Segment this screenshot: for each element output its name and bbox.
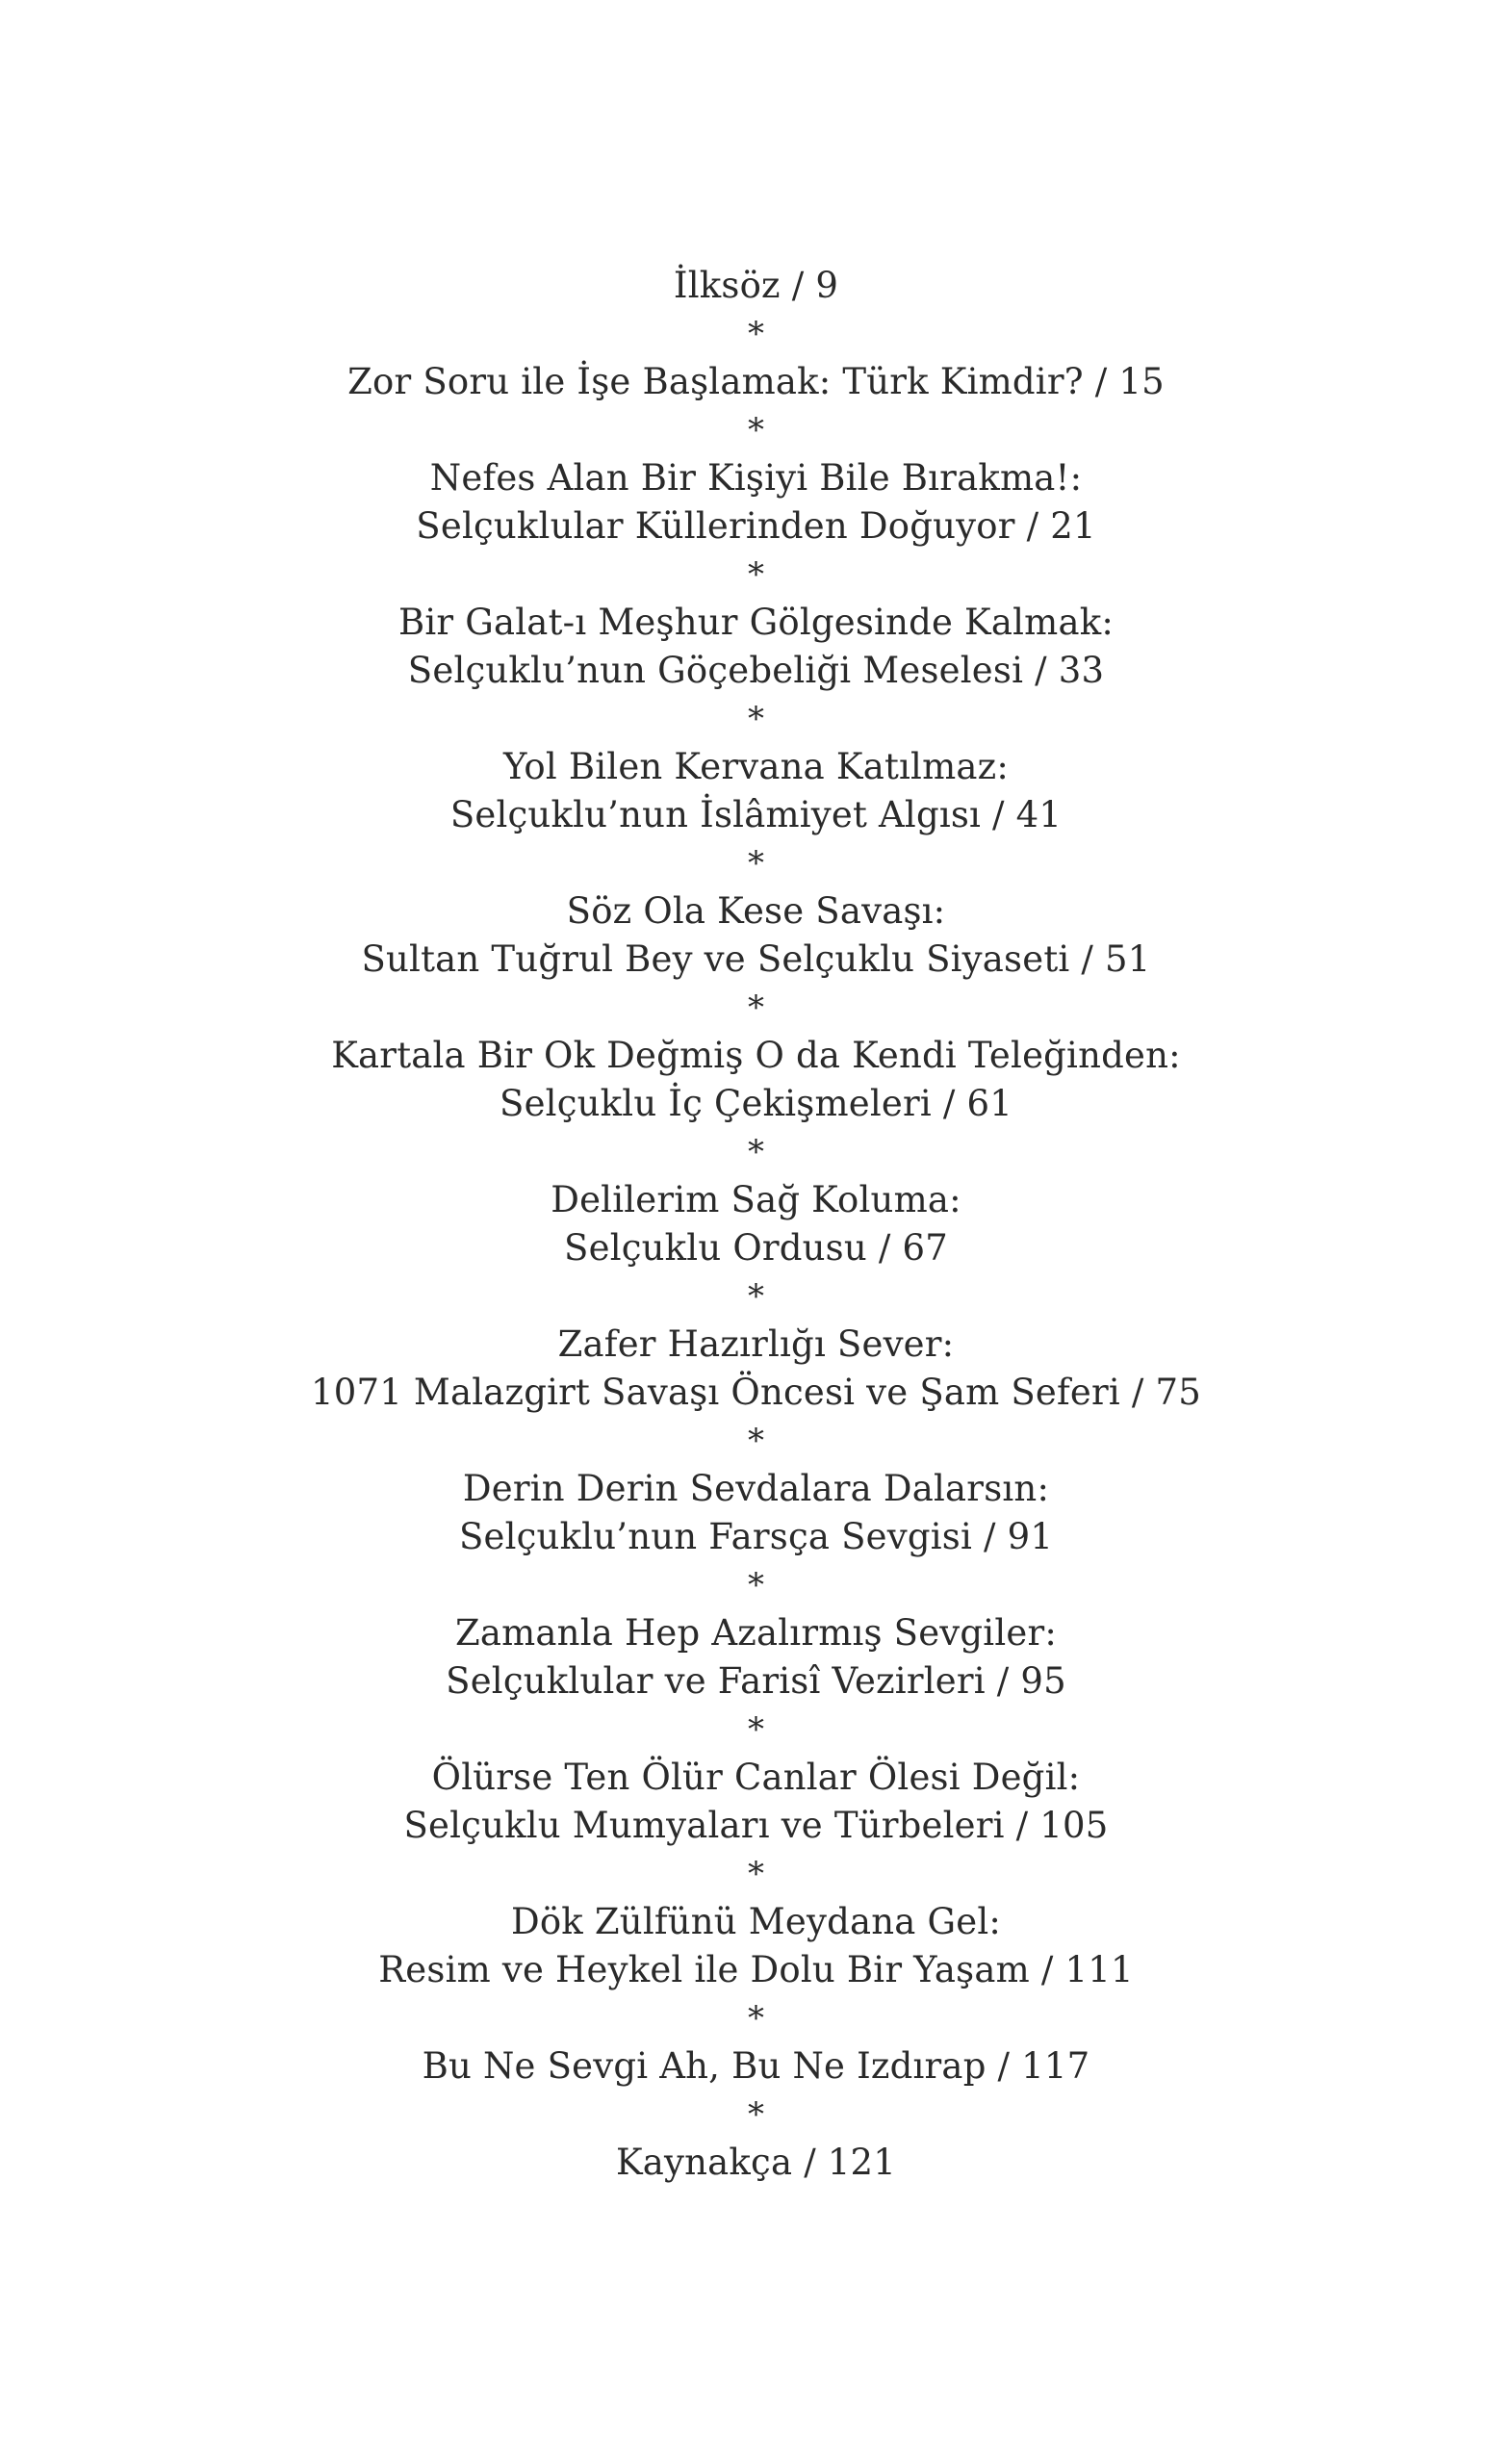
toc-entry — [0, 1609, 1512, 1706]
entry-separator: * — [748, 1422, 764, 1460]
toc-entry-title: Nefes Alan Bir Kişiyi Bile Bırakma!: — [429, 457, 1083, 499]
toc-entry-subtitle: Selçuklu’nun Göçebeliği Meselesi / 33 — [407, 650, 1105, 691]
toc-entry — [0, 1321, 1512, 1417]
toc-entry-title: Dök Zülfünü Meydana Gel: — [510, 1901, 1002, 1942]
toc-entry-line: İlksöz / 9 — [673, 265, 839, 306]
toc-entry-subtitle: Selçuklu’nun Farsça Sevgisi / 91 — [458, 1516, 1054, 1557]
entry-separator: * — [748, 1277, 764, 1316]
table-of-contents — [0, 262, 1512, 2187]
toc-entry-title: Ölürse Ten Ölür Canlar Ölesi Değil: — [431, 1757, 1081, 1798]
toc-entry-subtitle: 1071 Malazgirt Savaşı Öncesi ve Şam Seferi / 75 — [310, 1372, 1202, 1413]
toc-entry-subtitle: Selçuklu Mumyaları ve Türbeleri / 105 — [403, 1805, 1109, 1846]
entry-separator: * — [748, 1710, 764, 1749]
toc-entry — [0, 454, 1512, 551]
toc-entry-bibliography — [0, 2139, 1512, 2187]
toc-entry-title: Söz Ola Kese Savaşı: — [566, 890, 946, 932]
toc-entry-subtitle: Sultan Tuğrul Bey ve Selçuklu Siyaseti / 51 — [361, 938, 1151, 980]
toc-entry-title: Derin Derin Sevdalara Dalarsın: — [462, 1468, 1050, 1509]
toc-entry-foreword — [0, 262, 1512, 310]
toc-entry-title: Yol Bilen Kervana Katılmaz: — [502, 746, 1009, 787]
entry-separator: * — [748, 1999, 764, 2038]
toc-entry-title: Zamanla Hep Azalırmış Sevgiler: — [454, 1612, 1058, 1654]
toc-entry-subtitle: Selçuklu Ordusu / 67 — [564, 1227, 948, 1269]
toc-entry — [0, 1465, 1512, 1561]
toc-entry-line: Bu Ne Sevgi Ah, Bu Ne Izdırap / 117 — [422, 2045, 1090, 2087]
toc-entry-line: Kaynakça / 121 — [615, 2142, 897, 2183]
entry-separator: * — [748, 555, 764, 594]
toc-entry — [0, 1176, 1512, 1272]
entry-separator: * — [748, 1855, 764, 1893]
toc-entry-subtitle: Selçuklular ve Farisî Vezirleri / 95 — [446, 1660, 1066, 1702]
toc-entry-title: Bir Galat-ı Meşhur Gölgesinde Kalmak: — [397, 602, 1115, 643]
toc-entry — [0, 599, 1512, 695]
toc-entry-line: Zor Soru ile İşe Başlamak: Türk Kimdir? / 15 — [347, 361, 1165, 402]
toc-entry — [0, 1898, 1512, 1994]
toc-entry — [0, 887, 1512, 984]
toc-entry-title: Kartala Bir Ok Değmiş O da Kendi Teleğinden: — [331, 1035, 1181, 1076]
entry-separator: * — [748, 315, 764, 353]
toc-entry — [0, 743, 1512, 839]
entry-separator: * — [748, 700, 764, 738]
toc-entry-subtitle: Selçuklu İç Çekişmeleri / 61 — [500, 1083, 1012, 1124]
toc-entry — [0, 2042, 1512, 2091]
entry-separator: * — [748, 988, 764, 1027]
entry-separator: * — [748, 411, 764, 449]
entry-separator: * — [748, 1566, 764, 1604]
toc-entry-title: Zafer Hazırlığı Sever: — [557, 1323, 955, 1365]
toc-entry — [0, 358, 1512, 406]
toc-entry — [0, 1754, 1512, 1850]
entry-separator: * — [748, 844, 764, 883]
toc-entry-subtitle: Resim ve Heykel ile Dolu Bir Yaşam / 111 — [378, 1949, 1134, 1990]
entry-separator: * — [748, 2095, 764, 2134]
toc-entry-subtitle: Selçuklular Küllerinden Doğuyor / 21 — [416, 505, 1096, 547]
toc-entry — [0, 1032, 1512, 1128]
entry-separator: * — [748, 1133, 764, 1171]
toc-entry-title: Delilerim Sağ Koluma: — [551, 1179, 961, 1220]
toc-entry-subtitle: Selçuklu’nun İslâmiyet Algısı / 41 — [449, 794, 1063, 835]
